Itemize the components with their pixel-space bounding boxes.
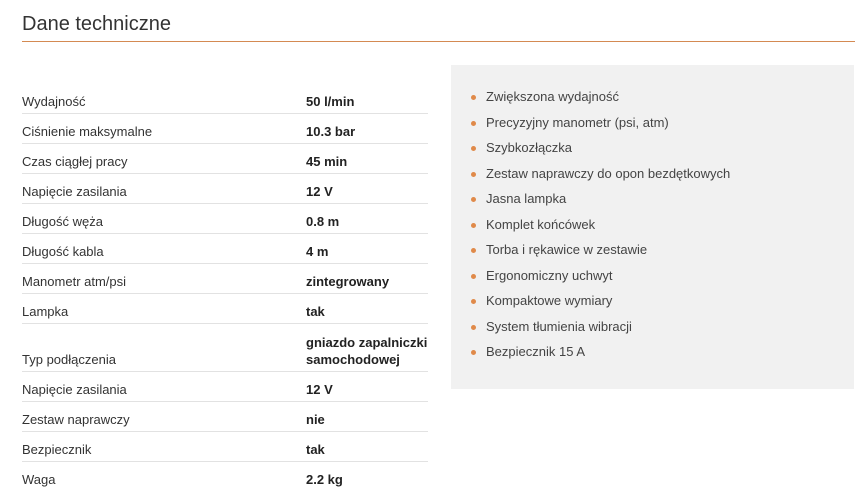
table-row [22,174,428,204]
bullet-dot-icon [471,248,476,253]
bullet-dot-icon [471,325,476,330]
features-list [471,87,730,368]
list-item [471,87,730,113]
spec-value: tak [306,294,428,324]
spec-value: 12 V [306,372,428,402]
spec-label: Manometr atm/psi [22,264,306,294]
feature-text: Zestaw naprawczy do opon bezdętkowych [486,166,730,181]
table-row [22,84,428,114]
list-item [471,342,730,368]
bullet-dot-icon [471,223,476,228]
feature-text: Bezpiecznik 15 A [486,344,585,359]
table-row [22,204,428,234]
list-item [471,113,730,139]
table-row [22,264,428,294]
bullet-dot-icon [471,172,476,177]
spec-value: 2.2 kg [306,462,428,491]
list-item [471,317,730,343]
spec-value: tak [306,432,428,462]
table-row [22,402,428,432]
feature-text: Torba i rękawice w zestawie [486,242,647,257]
list-item [471,138,730,164]
spec-value: 12 V [306,174,428,204]
spec-label: Typ podłączenia [22,324,306,372]
table-row [22,324,428,372]
spec-label: Zestaw naprawczy [22,402,306,432]
feature-text: Szybkozłączka [486,140,572,155]
table-row [22,114,428,144]
spec-label: Długość węża [22,204,306,234]
spec-value: 4 m [306,234,428,264]
spec-value: gniazdo zapalniczki samochodowej [306,324,428,372]
spec-table [22,84,428,491]
features-panel [451,65,854,389]
bullet-dot-icon [471,197,476,202]
spec-label: Lampka [22,294,306,324]
list-item [471,266,730,292]
spec-value: 45 min [306,144,428,174]
list-item [471,215,730,241]
list-item [471,189,730,215]
feature-text: Komplet końcówek [486,217,595,232]
spec-label: Waga [22,462,306,491]
title-divider [22,41,855,42]
spec-label: Bezpiecznik [22,432,306,462]
table-row [22,432,428,462]
table-row [22,462,428,491]
table-row [22,144,428,174]
spec-value: zintegrowany [306,264,428,294]
spec-value: nie [306,402,428,432]
table-row [22,294,428,324]
feature-text: System tłumienia wibracji [486,319,632,334]
bullet-dot-icon [471,121,476,126]
bullet-dot-icon [471,274,476,279]
list-item [471,240,730,266]
spec-label: Napięcie zasilania [22,174,306,204]
spec-label: Czas ciągłej pracy [22,144,306,174]
spec-label: Ciśnienie maksymalne [22,114,306,144]
bullet-dot-icon [471,146,476,151]
list-item [471,164,730,190]
bullet-dot-icon [471,95,476,100]
feature-text: Zwiększona wydajność [486,89,619,104]
table-row [22,372,428,402]
bullet-dot-icon [471,350,476,355]
feature-text: Kompaktowe wymiary [486,293,612,308]
feature-text: Ergonomiczny uchwyt [486,268,612,283]
feature-text: Jasna lampka [486,191,566,206]
table-row [22,234,428,264]
spec-value: 50 l/min [306,84,428,114]
spec-value: 10.3 bar [306,114,428,144]
feature-text: Precyzyjny manometr (psi, atm) [486,115,669,130]
spec-label: Wydajność [22,84,306,114]
bullet-dot-icon [471,299,476,304]
list-item [471,291,730,317]
spec-value: 0.8 m [306,204,428,234]
spec-label: Długość kabla [22,234,306,264]
spec-label: Napięcie zasilania [22,372,306,402]
section-title: Dane techniczne [22,12,171,36]
